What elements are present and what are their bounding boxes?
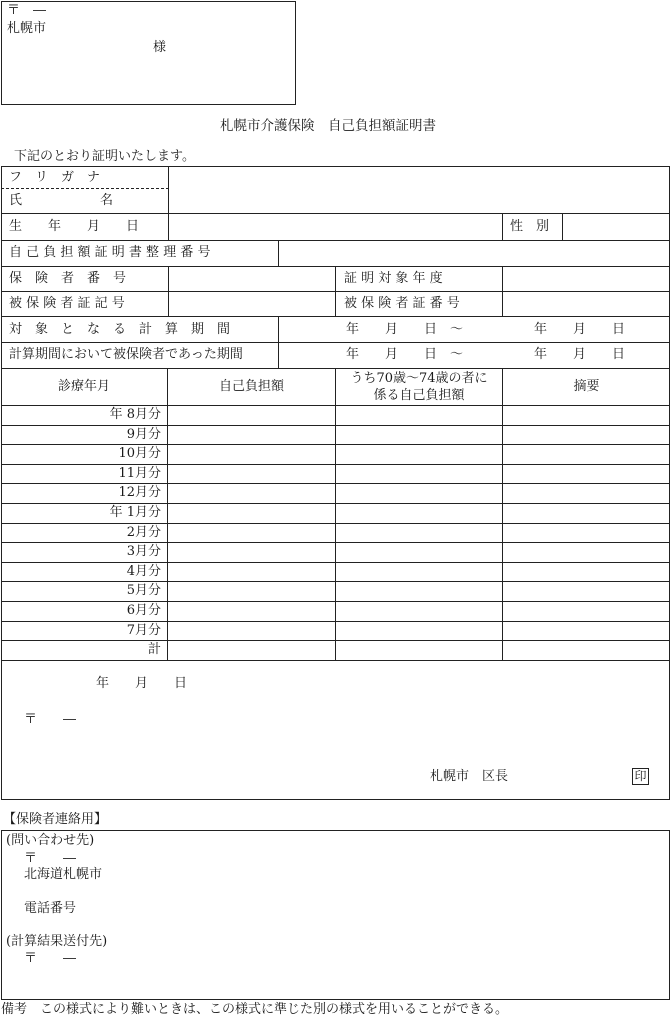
row-line — [1, 316, 670, 317]
issue-date: 年 月 日 — [96, 676, 188, 691]
send-to-postal: 〒 ― — [24, 951, 77, 966]
col-header-month: 診療年月 — [57, 379, 110, 394]
address-city: 札幌市 — [7, 21, 47, 36]
month-row-label: 7月分 — [126, 623, 161, 638]
contact-header: 【保険者連絡用】 — [3, 812, 108, 827]
insured-symbol-label: 被 保 険 者 証 記 号 — [9, 296, 125, 311]
row-line — [1, 213, 670, 214]
furigana-label: フ リ ガ ナ — [9, 170, 101, 185]
insured-number-label: 被 保 険 者 証 番 号 — [344, 296, 460, 311]
name-label: 氏 名 — [9, 193, 114, 208]
col-header-remarks: 摘要 — [573, 379, 600, 394]
col-header-elderly-1: うち70歳～74歳の者に — [350, 371, 488, 386]
month-row-label: 5月分 — [126, 583, 161, 598]
calc-period-label: 対 象 と な る 計 算 期 間 — [9, 322, 231, 337]
remarks-note: 備考 この様式により難いときは、この様式に準じた別の様式を用いることができる。 — [1, 1002, 509, 1017]
sex-label: 性 別 — [510, 219, 550, 234]
table-row-line — [1, 464, 670, 465]
address-honorific: 様 — [153, 40, 167, 55]
document-title: 札幌市介護保険 自己負担額証明書 — [220, 118, 436, 134]
send-to-label: (計算結果送付先) — [6, 934, 108, 949]
col-header-elderly-2: 係る自己負担額 — [373, 388, 465, 403]
table-row-line — [1, 601, 670, 602]
calc-period-to: 年 月 日 — [534, 322, 626, 337]
month-row-label: 6月分 — [126, 603, 161, 618]
month-row-label: 9月分 — [126, 427, 161, 442]
inquiry-address: 北海道札幌市 — [24, 867, 103, 882]
month-row-label: 12月分 — [118, 485, 161, 500]
month-row-label: 年 8月分 — [109, 407, 161, 422]
insured-period-to: 年 月 日 — [534, 347, 626, 362]
inquiry-phone: 電話番号 — [24, 901, 77, 916]
insurer-number-label: 保 険 者 番 号 — [9, 271, 127, 286]
table-row-line — [1, 523, 670, 524]
month-row-label: 10月分 — [118, 446, 161, 461]
cert-number-label: 自 己 負 担 額 証 明 書 整 理 番 号 — [9, 245, 211, 260]
intro-text: 下記のとおり証明いたします。 — [14, 149, 195, 164]
month-row-label: 年 1月分 — [109, 505, 161, 520]
month-row-label: 計 — [147, 642, 161, 657]
month-row-label: 11月分 — [118, 466, 161, 481]
table-row-line — [1, 640, 670, 641]
furigana-divider — [1, 188, 169, 189]
contact-box — [1, 830, 670, 1000]
insured-period-label: 計算期間において被保険者であった期間 — [9, 347, 243, 362]
table-row-line — [1, 483, 670, 484]
address-postal: 〒 ― — [7, 3, 47, 18]
col-header-amount: 自己負担額 — [218, 379, 284, 394]
calc-period-from: 年 月 日 ～ — [346, 322, 464, 337]
month-row-label: 3月分 — [126, 544, 161, 559]
issuer-postal: 〒 ― — [24, 712, 77, 727]
birthdate-label: 生 年 月 日 — [9, 219, 140, 234]
table-row-line — [1, 503, 670, 504]
row-line — [1, 342, 670, 343]
insured-period-from: 年 月 日 ～ — [346, 347, 464, 362]
issuer-signature: 札幌市 区長 — [430, 769, 509, 784]
inquiry-postal: 〒 ― — [24, 851, 77, 866]
table-row-line — [1, 444, 670, 445]
inquiry-label: (問い合わせ先) — [6, 833, 95, 848]
table-row-line — [1, 581, 670, 582]
table-row-line — [1, 425, 670, 426]
row-line — [1, 240, 670, 241]
seal-mark: 印 — [632, 768, 649, 785]
table-row-line — [1, 562, 670, 563]
table-row-line — [1, 660, 670, 661]
target-year-label: 証 明 対 象 年 度 — [344, 271, 443, 286]
month-row-label: 2月分 — [126, 525, 161, 540]
month-row-label: 4月分 — [126, 564, 161, 579]
table-row-line — [1, 621, 670, 622]
table-row-line — [1, 542, 670, 543]
